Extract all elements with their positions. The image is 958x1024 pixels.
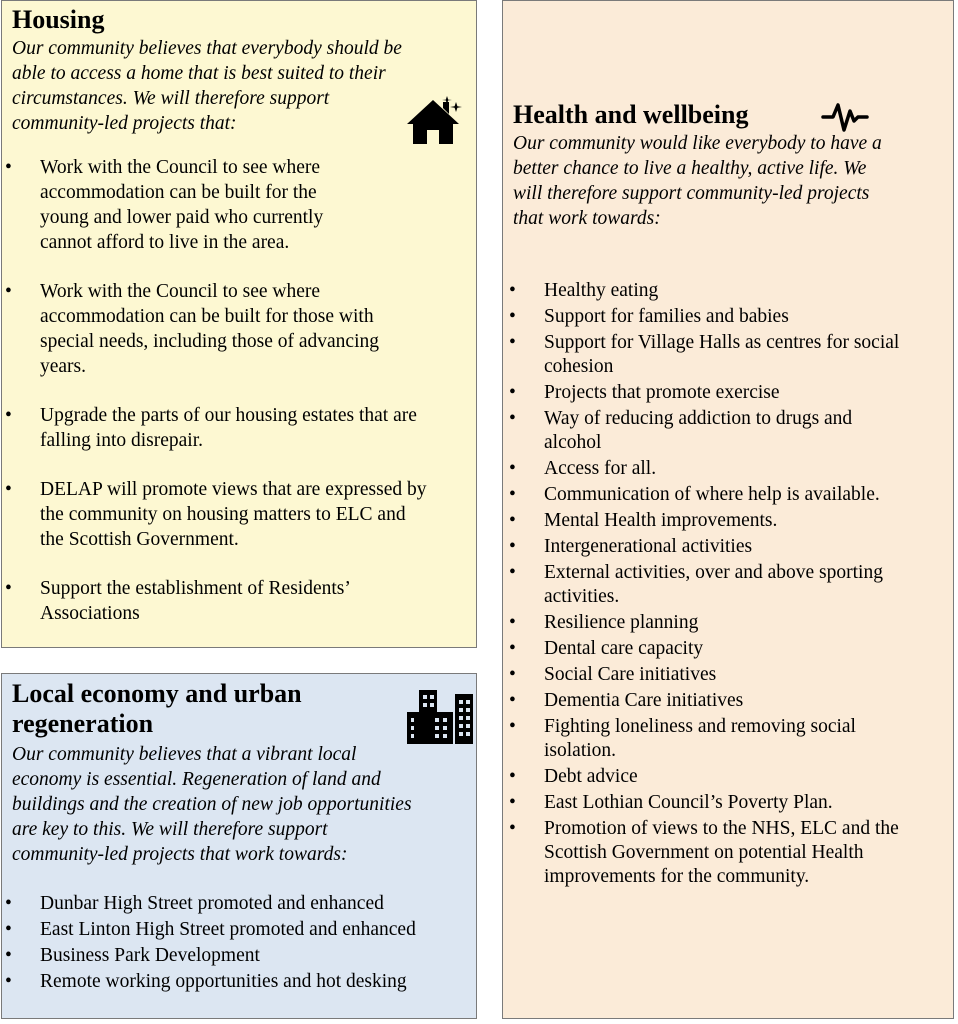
health-list <box>503 279 948 891</box>
list-item-line: young and lower paid who currently <box>40 207 324 228</box>
economy-list <box>0 892 474 996</box>
list-item-line: Communication of where help is available. <box>544 484 880 505</box>
list-item-line: Access for all. <box>544 458 657 479</box>
list-item <box>503 715 948 763</box>
list-item-line: Work with the Council to see where <box>40 281 321 302</box>
health-intro <box>513 131 882 231</box>
list-item-line: External activities, over and above sporting <box>544 562 883 583</box>
list-item-line: alcohol <box>544 432 602 453</box>
list-item-line: Dental care capacity <box>544 638 704 659</box>
list-item <box>503 535 948 559</box>
list-item <box>2 576 472 626</box>
list-item <box>503 407 948 455</box>
list-item-line: Promotion of views to the NHS, ELC and the <box>544 818 899 839</box>
list-item: • East Linton High Street promoted and enhanced <box>0 918 474 942</box>
list-item <box>503 509 948 533</box>
economy-title-line: regeneration <box>12 709 154 738</box>
list-item <box>503 561 948 609</box>
health-intro-line: that work towards: <box>513 208 661 229</box>
list-item-line: Dementia Care initiatives <box>544 690 744 711</box>
list-item <box>503 689 948 713</box>
list-item-line: Fighting loneliness and removing social <box>544 716 856 737</box>
list-item-line: Mental Health improvements. <box>544 510 778 531</box>
list-item <box>503 765 948 789</box>
health-section <box>502 0 954 1019</box>
list-item-line: cannot afford to live in the area. <box>40 232 290 253</box>
list-item-line: Scottish Government on potential Health <box>544 842 864 863</box>
list-item-line: Healthy eating <box>544 280 659 301</box>
housing-list <box>2 155 472 650</box>
heartbeat-icon <box>821 99 869 135</box>
list-item: • Remote working opportunities and hot desking <box>0 970 474 994</box>
housing-intro-line: circumstances. We will therefore support <box>12 88 330 109</box>
list-item <box>503 483 948 507</box>
economy-intro-line: community-led projects that work towards: <box>12 844 348 865</box>
list-item-line: East Lothian Council’s Poverty Plan. <box>544 792 833 813</box>
list-item <box>2 477 472 552</box>
list-item-line: years. <box>40 356 87 377</box>
list-item-line: Support for Village Halls as centres for social <box>544 332 900 353</box>
economy-section <box>1 673 477 1019</box>
list-item-line: accommodation can be built for the <box>40 182 317 203</box>
list-item <box>503 279 948 303</box>
economy-intro-line: economy is essential. Regeneration of land and <box>12 769 381 790</box>
list-item <box>503 331 948 379</box>
list-item-line: Intergenerational activities <box>544 536 753 557</box>
housing-intro-line: community-led projects that: <box>12 113 237 134</box>
housing-section <box>1 0 477 648</box>
list-item-line: falling into disrepair. <box>40 430 204 451</box>
house-icon <box>404 94 462 146</box>
housing-intro-line: able to access a home that is best suited to their <box>12 63 386 84</box>
list-item <box>2 403 472 453</box>
list-item <box>503 817 948 889</box>
list-item <box>503 457 948 481</box>
economy-intro <box>12 742 412 867</box>
list-item-line: Associations <box>40 603 140 624</box>
economy-intro-line: buildings and the creation of new job opportunities <box>12 794 412 815</box>
list-item-line: activities. <box>544 586 620 607</box>
list-item-line: Projects that promote exercise <box>544 382 780 403</box>
city-buildings-icon <box>407 688 475 744</box>
health-intro-line: better chance to live a healthy, active life. We <box>513 158 867 179</box>
economy-intro-line: are key to this. We will therefore support <box>12 819 328 840</box>
list-item <box>503 663 948 687</box>
list-item <box>503 611 948 635</box>
list-item <box>2 155 472 255</box>
list-item <box>503 305 948 329</box>
housing-title: Housing <box>12 5 105 34</box>
list-item-line: the community on housing matters to ELC and <box>40 504 406 525</box>
list-item-line: isolation. <box>544 740 617 761</box>
list-item: • Dunbar High Street promoted and enhanced <box>0 892 474 916</box>
economy-title-line: Local economy and urban <box>12 679 302 708</box>
list-item <box>2 279 472 379</box>
health-title: Health and wellbeing <box>513 100 749 129</box>
list-item-line: improvements for the community. <box>544 866 810 887</box>
health-intro-line: Our community would like everybody to have a <box>513 133 882 154</box>
list-item-line: Support the establishment of Residents’ <box>40 578 351 599</box>
housing-intro-line: Our community believes that everybody should be <box>12 38 402 59</box>
list-item-line: Way of reducing addiction to drugs and <box>544 408 853 429</box>
list-item-line: accommodation can be built for those with <box>40 306 374 327</box>
list-item-line: the Scottish Government. <box>40 529 239 550</box>
list-item-line: Work with the Council to see where <box>40 157 321 178</box>
health-intro-line: will therefore support community-led projects <box>513 183 870 204</box>
list-item <box>503 637 948 661</box>
housing-intro <box>12 36 402 136</box>
list-item-line: Social Care initiatives <box>544 664 717 685</box>
list-item-line: Debt advice <box>544 766 638 787</box>
list-item-line: Upgrade the parts of our housing estates that are <box>40 405 417 426</box>
list-item <box>503 381 948 405</box>
economy-intro-line: Our community believes that a vibrant local <box>12 744 357 765</box>
list-item-line: DELAP will promote views that are expressed by <box>40 479 427 500</box>
list-item-line: Support for families and babies <box>544 306 789 327</box>
economy-title <box>12 679 302 739</box>
list-item <box>503 791 948 815</box>
list-item: • Business Park Development <box>0 944 474 968</box>
list-item-line: special needs, including those of advancing <box>40 331 379 352</box>
list-item-line: cohesion <box>544 356 614 377</box>
list-item-line: Resilience planning <box>544 612 699 633</box>
